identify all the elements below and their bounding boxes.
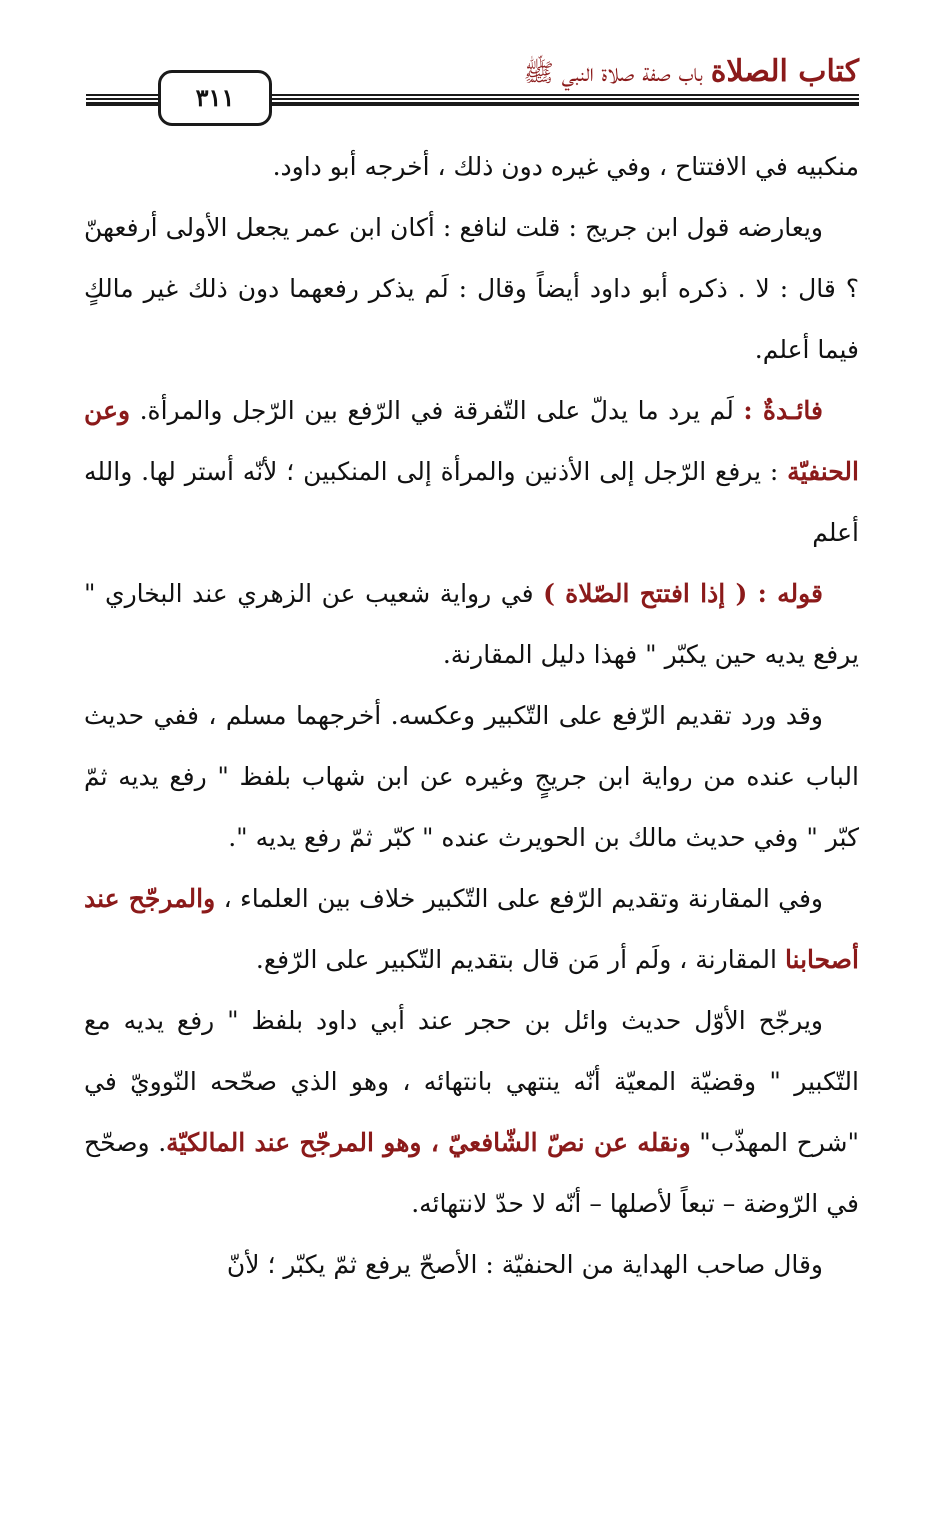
paragraph: [84, 990, 859, 1234]
paragraph: ويعارضه قول ابن جريج : قلت لنافع : أكان ابن عمر يجعل الأولى أرفعهنّ ؟ قال : لا . ذكره أبو داود أيضاً وقال : لَم يذكر رفعهما دون ذلك غير مالكٍ فيما أعلم.: [84, 213, 859, 364]
chapter-title: باب صفة صلاة النبي ﷺ: [523, 58, 703, 87]
book-title: كتاب الصلاة: [710, 54, 859, 89]
running-header: [300, 52, 859, 92]
paragraph-note: [84, 380, 859, 563]
highlight: والمرجّح عند أصحابنا: [84, 884, 859, 974]
highlight: ونقله عن نصّ الشّافعيّ ، وهو المرجّح عند المالكيّة: [166, 1128, 691, 1157]
paragraph-text: ويرجّح الأوّل حديث وائل بن حجر عند أبي داود بلفظ " رفع يديه مع التّكبير " وقضيّة المعيّة أنّه ينتهي بانتهائه ، وهو الذي صحّحه النّوويّ في "شرح المهذّب": [84, 1006, 859, 1157]
paragraph-text: المقارنة ، ولَم أر مَن قال بتقديم التّكبير على الرّفع.: [255, 945, 785, 974]
page-number: ٣١١: [158, 70, 272, 126]
quote-label: قوله : ( إذا افتتح الصّلاة ): [543, 579, 823, 608]
paragraph: منكبيه في الافتتاح ، وفي غيره دون ذلك ، أخرجه أبو داود.: [272, 152, 859, 181]
paragraph-text: . وصحّح في الرّوضة – تبعاً لأصلها – أنّه لا حدّ لانتهائه.: [84, 1128, 859, 1218]
note-label: فائـدةٌ :: [743, 396, 823, 425]
paragraph: [84, 868, 859, 990]
page-body: [84, 136, 859, 1295]
paragraph-quote: [84, 563, 859, 685]
paragraph-text: لَم يرد ما يدلّ على التّفرقة في الرّفع بين الرّجل والمرأة.: [130, 396, 744, 425]
paragraph-text: : يرفع الرّجل إلى الأذنين والمرأة إلى المنكبين ؛ لأنّه أستر لها. والله أعلم: [84, 457, 859, 547]
highlight: وعن الحنفيّة: [84, 396, 859, 486]
paragraph-text: وفي المقارنة وتقديم الرّفع على التّكبير خلاف بين العلماء ،: [215, 884, 823, 913]
paragraph: وقال صاحب الهداية من الحنفيّة : الأصحّ يرفع ثمّ يكبّر ؛ لأنّ: [226, 1250, 823, 1279]
paragraph: وقد ورد تقديم الرّفع على التّكبير وعكسه. أخرجهما مسلم ، ففي حديث الباب عنده من رواية ابن جريجٍ وغيره عن ابن شهاب بلفظ " رفع يديه ثمّ كبّر " وفي حديث مالك بن الحويرث عنده " كبّر ثمّ رفع يديه ".: [84, 701, 859, 852]
paragraph-text: في رواية شعيب عن الزهري عند البخاري " يرفع يديه حين يكبّر " فهذا دليل المقارنة.: [84, 579, 859, 669]
